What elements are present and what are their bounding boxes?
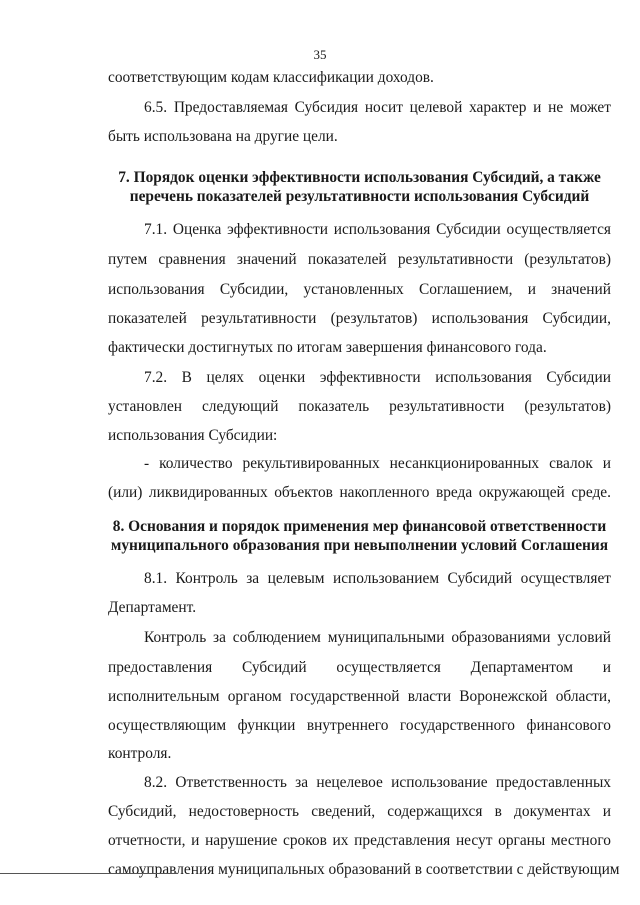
paragraph-line: 6.5. Предоставляемая Субсидия носит целевой характер и не может: [144, 99, 611, 116]
paragraph-line: 8.2. Ответственность за нецелевое использование предоставленных: [144, 774, 611, 791]
paragraph-line: Субсидий, недостоверность сведений, содержащихся в документах и: [108, 803, 611, 820]
paragraph-line: (или) ликвидированных объектов накопленного вреда окружающей среде.: [108, 484, 611, 501]
paragraph-line: предоставления Субсидий осуществляется Департаментом и: [108, 659, 611, 676]
footer-rule: [0, 873, 178, 874]
paragraph-line: использования Субсидии:: [108, 427, 278, 444]
paragraph-line: Контроль за соблюдением муниципальными образованиями условий: [144, 629, 611, 646]
paragraph-line: отчетности, и нарушение сроков их представления несут органы местного: [108, 832, 611, 849]
paragraph-line: исполнительным органом государственной власти Воронежской области,: [108, 688, 611, 705]
section-heading: муниципального образования при невыполнении условий Соглашения: [110, 537, 609, 554]
paragraph-line: фактически достигнутых по итогам завершения финансового года.: [108, 339, 547, 356]
paragraph-line: - количество рекультивированных несанкционированных свалок и: [144, 455, 611, 472]
section-heading: 8. Основания и порядок применения мер финансовой ответственности: [112, 518, 607, 535]
paragraph-line: контроля.: [108, 745, 172, 762]
paragraph-line: осуществляющим функции внутреннего государственного финансового: [108, 717, 611, 734]
paragraph-line: 8.1. Контроль за целевым использованием Субсидий осуществляет: [144, 570, 611, 587]
section-heading: перечень показателей результативности использования Субсидий: [129, 188, 590, 205]
paragraph-line: соответствующим кодам классификации доходов.: [108, 69, 434, 86]
paragraph-line: использования Субсидии, установленных Соглашением, и значений: [108, 281, 611, 298]
paragraph-line: показателей результативности (результатов) использования Субсидии,: [108, 310, 611, 327]
paragraph-line: быть использована на другие цели.: [108, 128, 338, 145]
paragraph-line: 7.1. Оценка эффективности использования Субсидии осуществляется: [144, 221, 611, 238]
page-number: 35: [313, 47, 327, 62]
paragraph-line: 7.2. В целях оценки эффективности использования Субсидии: [144, 369, 611, 386]
paragraph-line: путем сравнения значений показателей результативности (результатов): [108, 251, 611, 268]
paragraph-line: самоуправления муниципальных образований в соответствии с действующим: [108, 861, 620, 878]
paragraph-line: Департамент.: [108, 599, 197, 616]
paragraph-line: установлен следующий показатель результативности (результатов): [108, 398, 611, 415]
section-heading: 7. Порядок оценки эффективности использования Субсидий, а также: [118, 169, 601, 186]
